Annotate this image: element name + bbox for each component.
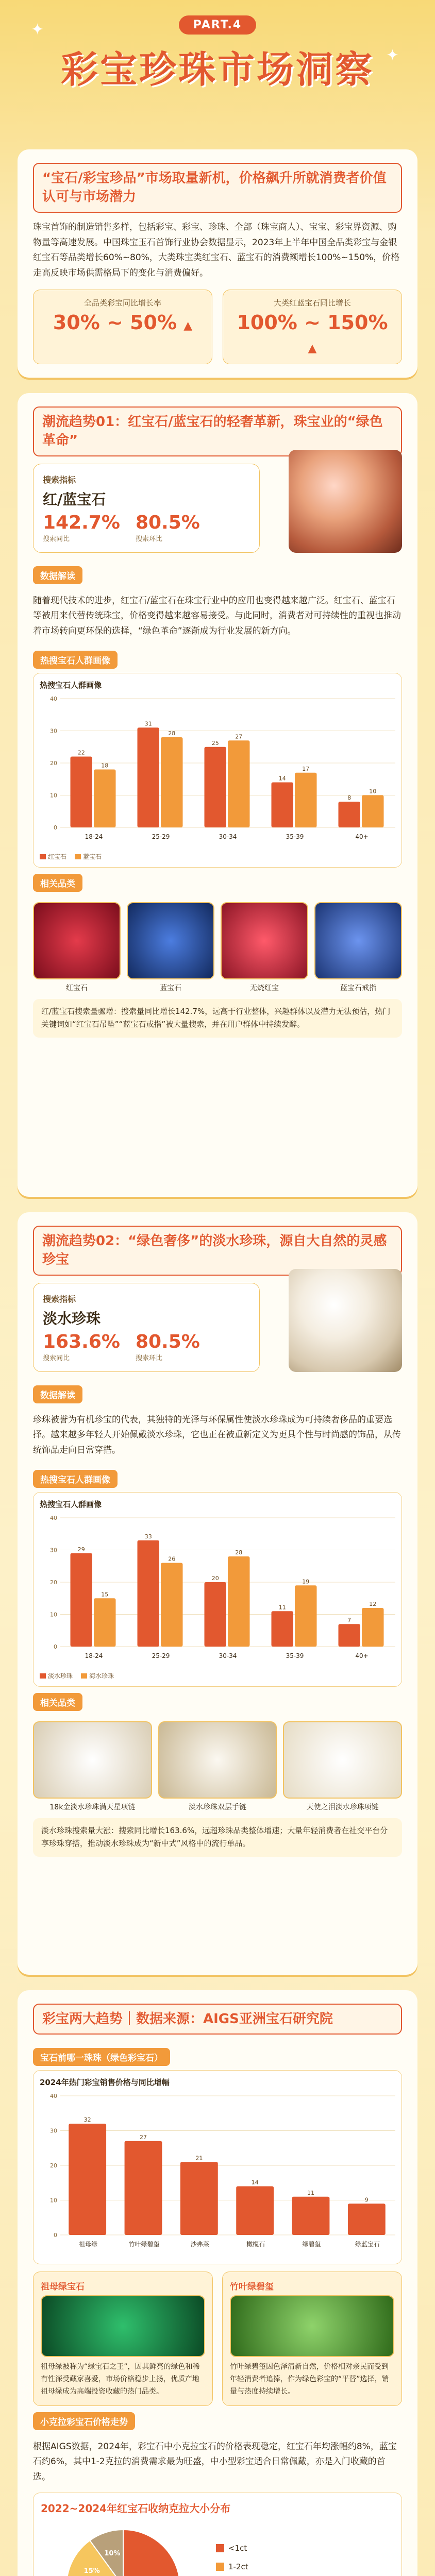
intro-stats xyxy=(33,290,402,364)
bar-chart xyxy=(40,693,400,848)
trend2-text: 珍珠被誉为有机珍宝的代表，其独特的光泽与环保属性使淡水珍珠成为可持续奢侈品的重要选择。越来越多年轻人开始佩戴淡水珍珠，它也正在被重新定义为更具个性与时尚感的饰品，从传统饰品走向日常穿搭。 xyxy=(33,1414,401,1456)
chart-title: 热搜宝石人群画像 xyxy=(40,680,102,690)
stat-card-all xyxy=(33,290,212,364)
data-label: 28 xyxy=(168,730,176,737)
bar xyxy=(272,782,294,827)
trend3-section xyxy=(18,1990,417,2576)
trend1-chart: 热搜宝石人群画像 0 10 20 30 40 22 18 18-24 31 28 25-29 25 27 30-34 14 17 35-39 8 10 40+ 红宝石 蓝宝石 xyxy=(33,673,402,868)
bar xyxy=(94,1598,116,1647)
tourmaline-card: 竹叶绿碧玺 竹叶绿碧玺因色泽清新自然，价格相对亲民而受到年轻消费者追捧，作为绿色彩宝的“平替”选择，销量与热度持续增长。 xyxy=(222,2272,402,2405)
y-tick-label: 30 xyxy=(50,727,57,735)
bar xyxy=(180,2162,218,2235)
kpi-mom: 80.5% xyxy=(135,1331,200,1352)
ruby-image xyxy=(33,902,121,979)
gallery-item[interactable]: 天使之泪淡水珍珠项链 xyxy=(283,1721,402,1812)
data-label: 12 xyxy=(369,1600,377,1607)
bar xyxy=(125,2141,162,2235)
slice-label: 10% xyxy=(104,2549,121,2557)
gallery-item[interactable]: 蓝宝石戒指 xyxy=(314,902,402,993)
bar xyxy=(295,773,317,827)
x-tick-label: 40+ xyxy=(355,833,369,840)
pearl-bracelet-image xyxy=(158,1721,277,1799)
star-icon: ✦ xyxy=(31,21,44,39)
data-label: 25 xyxy=(211,739,219,747)
y-tick-label: 10 xyxy=(50,792,57,799)
bar xyxy=(362,1608,384,1647)
ruby-pie-card: 2022~2024年红宝石收纳克拉大小分布 <1ct 1-2ct 15% 10% xyxy=(33,2493,402,2576)
bar xyxy=(236,2187,274,2235)
x-tick-label: 40+ xyxy=(355,1652,369,1659)
data-label: 9 xyxy=(364,2196,369,2204)
data-label: 14 xyxy=(278,775,286,782)
bar-chart xyxy=(40,2091,400,2256)
y-tick-label: 20 xyxy=(50,759,57,767)
trend2-chart: 热搜宝石人群画像 0 10 20 30 40 29 15 18-24 33 26 25-29 20 28 30-34 11 19 35-39 7 12 40+ 淡水珍珠 海水珍珠 xyxy=(33,1492,402,1687)
bar xyxy=(339,1624,361,1647)
trend3-heading: 彩宝两大趋势｜数据来源：AIGS亚洲宝石研究院 xyxy=(33,2004,402,2035)
intro-text: 珠宝首饰的制造销售多样，包括彩宝、彩宝、珍珠、全部（珠宝商人）、宝宝、彩宝界资源、购物量等高速发展。中国珠宝玉石首饰行业协会数据显示，2023年上半年中国全品类彩宝与金银红宝石等品类增长60%~80%，大类珠宝类红宝石、蓝宝石的消费额增长100%~150%，价格走高反映市场供需格局下的变化与消费偏好。 xyxy=(33,222,400,279)
bar xyxy=(205,1582,227,1647)
emerald-card: 祖母绿宝石 祖母绿被称为“绿宝石之王”，因其鲜亮的绿色和稀有性深受藏家喜爱，市场价格稳步上扬，优质产地祖母绿成为高端投资收藏的热门品类。 xyxy=(33,2272,213,2405)
data-label: 11 xyxy=(278,1604,286,1611)
stat-card-ruby-sapphire xyxy=(223,290,402,364)
y-tick-label: 10 xyxy=(50,2197,57,2204)
x-tick-label: 祖母绿 xyxy=(79,2241,98,2248)
data-label: 29 xyxy=(77,1546,85,1553)
stat-value: 30% ~ 50% ▲ xyxy=(53,311,193,334)
sapphire-ring-image xyxy=(314,902,402,979)
data-label: 11 xyxy=(307,2189,314,2196)
gallery-item[interactable]: 蓝宝石 xyxy=(127,902,214,993)
pearl-pendant-image xyxy=(283,1721,402,1799)
trend1-promo: 红/蓝宝石搜索量骤增：搜索量同比增长142.7%，远高于行业整体，兴趣群体以及潜力无法预估，热门关键词如“红宝石吊坠”“蓝宝石戒指”被大量搜索，并在用户群体中持续发酵。 xyxy=(33,999,402,1038)
bar xyxy=(161,737,183,827)
intro-heading: “宝石/彩宝珍品”市场取量新机，价格飙升所就消费者价值认可与市场潜力 xyxy=(33,163,402,213)
x-tick-label: 竹叶绿碧玺 xyxy=(128,2241,160,2248)
data-label: 27 xyxy=(140,2133,147,2141)
gallery-label: 相关品类 xyxy=(33,1693,82,1711)
y-tick-label: 40 xyxy=(50,1514,57,1521)
pearl-image xyxy=(289,1269,402,1372)
y-tick-label: 30 xyxy=(50,2127,57,2134)
intro-section xyxy=(18,149,417,378)
data-label: 21 xyxy=(195,2155,203,2162)
kpi-title: 搜索指标 xyxy=(43,474,76,485)
ruby-necklace-image xyxy=(289,450,402,553)
stat-label: 大类红蓝宝石同比增长 xyxy=(273,298,351,308)
bar xyxy=(71,1553,93,1647)
legend-label: <1ct xyxy=(228,2543,247,2553)
arrow-up-icon: ▲ xyxy=(183,319,193,332)
x-tick-label: 18-24 xyxy=(85,1652,103,1659)
y-tick-label: 0 xyxy=(54,824,57,831)
data-label: 8 xyxy=(347,794,352,801)
tourmaline-image xyxy=(230,2295,394,2357)
data-label: 33 xyxy=(144,1533,152,1540)
slice-label: 15% xyxy=(83,2567,100,2575)
legend-label: 1-2ct xyxy=(228,2562,248,2571)
gallery-item[interactable]: 18k金淡水珍珠满天星项链 xyxy=(33,1721,152,1812)
small-carat-text: 根据AIGS数据，2024年，彩宝石中小克拉宝石的价格表现稳定，红宝石年均涨幅约8%，蓝宝石约6%，其中1-2克拉的消费需求最为旺盛，中小型彩宝适合日常佩戴，亦是入门收藏的首选。 xyxy=(33,2441,397,2483)
pie-chart xyxy=(41,2519,401,2576)
x-tick-label: 沙弗莱 xyxy=(190,2241,209,2248)
y-tick-label: 40 xyxy=(50,695,57,702)
green-gem-chart: 2024年热门彩宝销售价格与同比增幅 0 10 20 30 40 32 祖母绿 27 竹叶绿碧玺 21 沙弗莱 14 橄榄石 11 绿碧玺 9 绿蓝宝石 xyxy=(33,2070,402,2264)
chart-label: 热搜宝石人群画像 xyxy=(33,651,118,669)
bar-chart xyxy=(40,1513,400,1667)
data-label: 26 xyxy=(168,1555,176,1563)
kpi-name: 红/蓝宝石 xyxy=(43,490,106,508)
header xyxy=(0,0,435,134)
stat-label: 全品类彩宝同比增长率 xyxy=(83,298,161,308)
trend1-section xyxy=(18,393,417,1197)
stat-value: 100% ~ 150% ▲ xyxy=(237,311,388,355)
trend2-section xyxy=(18,1212,417,1975)
bar xyxy=(69,2124,106,2235)
bar xyxy=(362,795,384,827)
x-tick-label: 35-39 xyxy=(286,833,304,840)
trend2-promo: 淡水珍珠搜索量大涨：搜索同比增长163.6%，远超珍珠品类整体增速；大量年轻消费者在社交平台分享珍珠穿搭，推动淡水珍珠成为“新中式”风格中的流行单品。 xyxy=(33,1818,402,1857)
data-label: 20 xyxy=(211,1574,219,1582)
pie-slice xyxy=(123,2530,180,2576)
sapphire-image xyxy=(127,902,214,979)
data-label: 14 xyxy=(251,2179,259,2186)
part-badge: PART.4 xyxy=(179,15,256,35)
x-tick-label: 35-39 xyxy=(286,1652,304,1659)
analysis-label: 数据解读 xyxy=(33,1385,82,1403)
bar xyxy=(339,802,361,827)
data-label: 10 xyxy=(369,788,377,795)
y-tick-label: 20 xyxy=(50,1579,57,1586)
green-gem-cards xyxy=(33,2272,402,2405)
emerald-image xyxy=(41,2295,205,2357)
data-label: 17 xyxy=(302,765,310,772)
data-label: 32 xyxy=(83,2116,91,2124)
y-tick-label: 0 xyxy=(54,1643,57,1650)
gallery-item[interactable]: 淡水珍珠双层手链 xyxy=(158,1721,277,1812)
trend1-heading: 潮流趋势01：红宝石/蓝宝石的轻奢革新，珠宝业的“绿色革命” xyxy=(33,406,402,456)
trend3-sub: 宝石前哪一珠珠（绿色彩宝石） xyxy=(33,2048,170,2066)
kpi-yoy: 142.7% xyxy=(43,512,120,533)
trend2-gallery xyxy=(33,1721,402,1812)
data-label: 19 xyxy=(302,1578,310,1585)
bar xyxy=(228,1556,250,1647)
bar xyxy=(205,747,227,827)
bar xyxy=(94,769,116,827)
trend2-heading: 潮流趋势02：“绿色奢侈”的淡水珍珠，源自大自然的灵感珍宝 xyxy=(33,1226,402,1276)
pearl-necklace-image xyxy=(33,1721,152,1799)
x-tick-label: 25-29 xyxy=(152,833,170,840)
bar xyxy=(138,1540,160,1647)
data-label: 22 xyxy=(77,749,85,756)
legend-swatch xyxy=(216,2544,224,2552)
bar xyxy=(292,2197,330,2235)
data-label: 7 xyxy=(347,1617,352,1624)
bar xyxy=(138,727,160,827)
y-tick-label: 0 xyxy=(54,2232,57,2239)
data-label: 15 xyxy=(101,1591,109,1598)
arrow-up-icon: ▲ xyxy=(308,342,317,355)
analysis-label: 数据解读 xyxy=(33,566,82,584)
page-title: 彩宝珍珠市场洞察 xyxy=(60,47,374,91)
kpi-mom: 80.5% xyxy=(135,512,200,533)
bar xyxy=(228,740,250,827)
y-tick-label: 10 xyxy=(50,1611,57,1618)
trend1-text: 随着现代技术的进步，红宝石/蓝宝石在珠宝行业中的应用也变得越来越广泛。红宝石、蓝宝石等被用来代替传统珠宝，价格变得越来越容易接受。与此同时，消费者对可持续性的重视也推动着市场转向更环保的选择，“绿色革命”逐渐成为行业发展的新方向。 xyxy=(33,595,401,637)
x-tick-label: 30-34 xyxy=(219,1652,237,1659)
bar xyxy=(348,2204,386,2235)
bar xyxy=(272,1611,294,1647)
bar xyxy=(161,1563,183,1647)
star-icon: ✦ xyxy=(386,46,399,64)
x-tick-label: 25-29 xyxy=(152,1652,170,1659)
data-label: 18 xyxy=(101,762,109,769)
gallery-label: 相关品类 xyxy=(33,874,82,892)
gallery-item[interactable]: 红宝石 xyxy=(33,902,121,993)
trend1-kpi: 搜索指标 红/蓝宝石 142.7% 搜索同比 80.5% 搜索环比 xyxy=(33,464,260,553)
trend2-kpi: 搜索指标 淡水珍珠 163.6% 搜索同比 80.5% 搜索环比 xyxy=(33,1283,260,1372)
x-tick-label: 橄榄石 xyxy=(246,2241,265,2248)
y-tick-label: 40 xyxy=(50,2093,57,2100)
data-label: 28 xyxy=(235,1549,243,1556)
x-tick-label: 绿蓝宝石 xyxy=(355,2241,380,2248)
kpi-yoy: 163.6% xyxy=(43,1331,120,1352)
small-carat-title: 小克拉彩宝石价格走势 xyxy=(33,2412,135,2430)
x-tick-label: 绿碧玺 xyxy=(302,2241,321,2248)
y-tick-label: 30 xyxy=(50,1547,57,1554)
bar xyxy=(71,756,93,827)
data-label: 31 xyxy=(144,720,152,727)
gallery-item[interactable]: 无烧红宝 xyxy=(221,902,308,993)
data-label: 27 xyxy=(235,733,243,740)
trend1-gallery xyxy=(33,902,402,993)
bar xyxy=(295,1585,317,1647)
ruby-image xyxy=(221,902,308,979)
legend-swatch xyxy=(216,2563,224,2571)
y-tick-label: 20 xyxy=(50,2162,57,2170)
x-tick-label: 30-34 xyxy=(219,833,237,840)
x-tick-label: 18-24 xyxy=(85,833,103,840)
chart-label: 热搜宝石人群画像 xyxy=(33,1470,118,1488)
